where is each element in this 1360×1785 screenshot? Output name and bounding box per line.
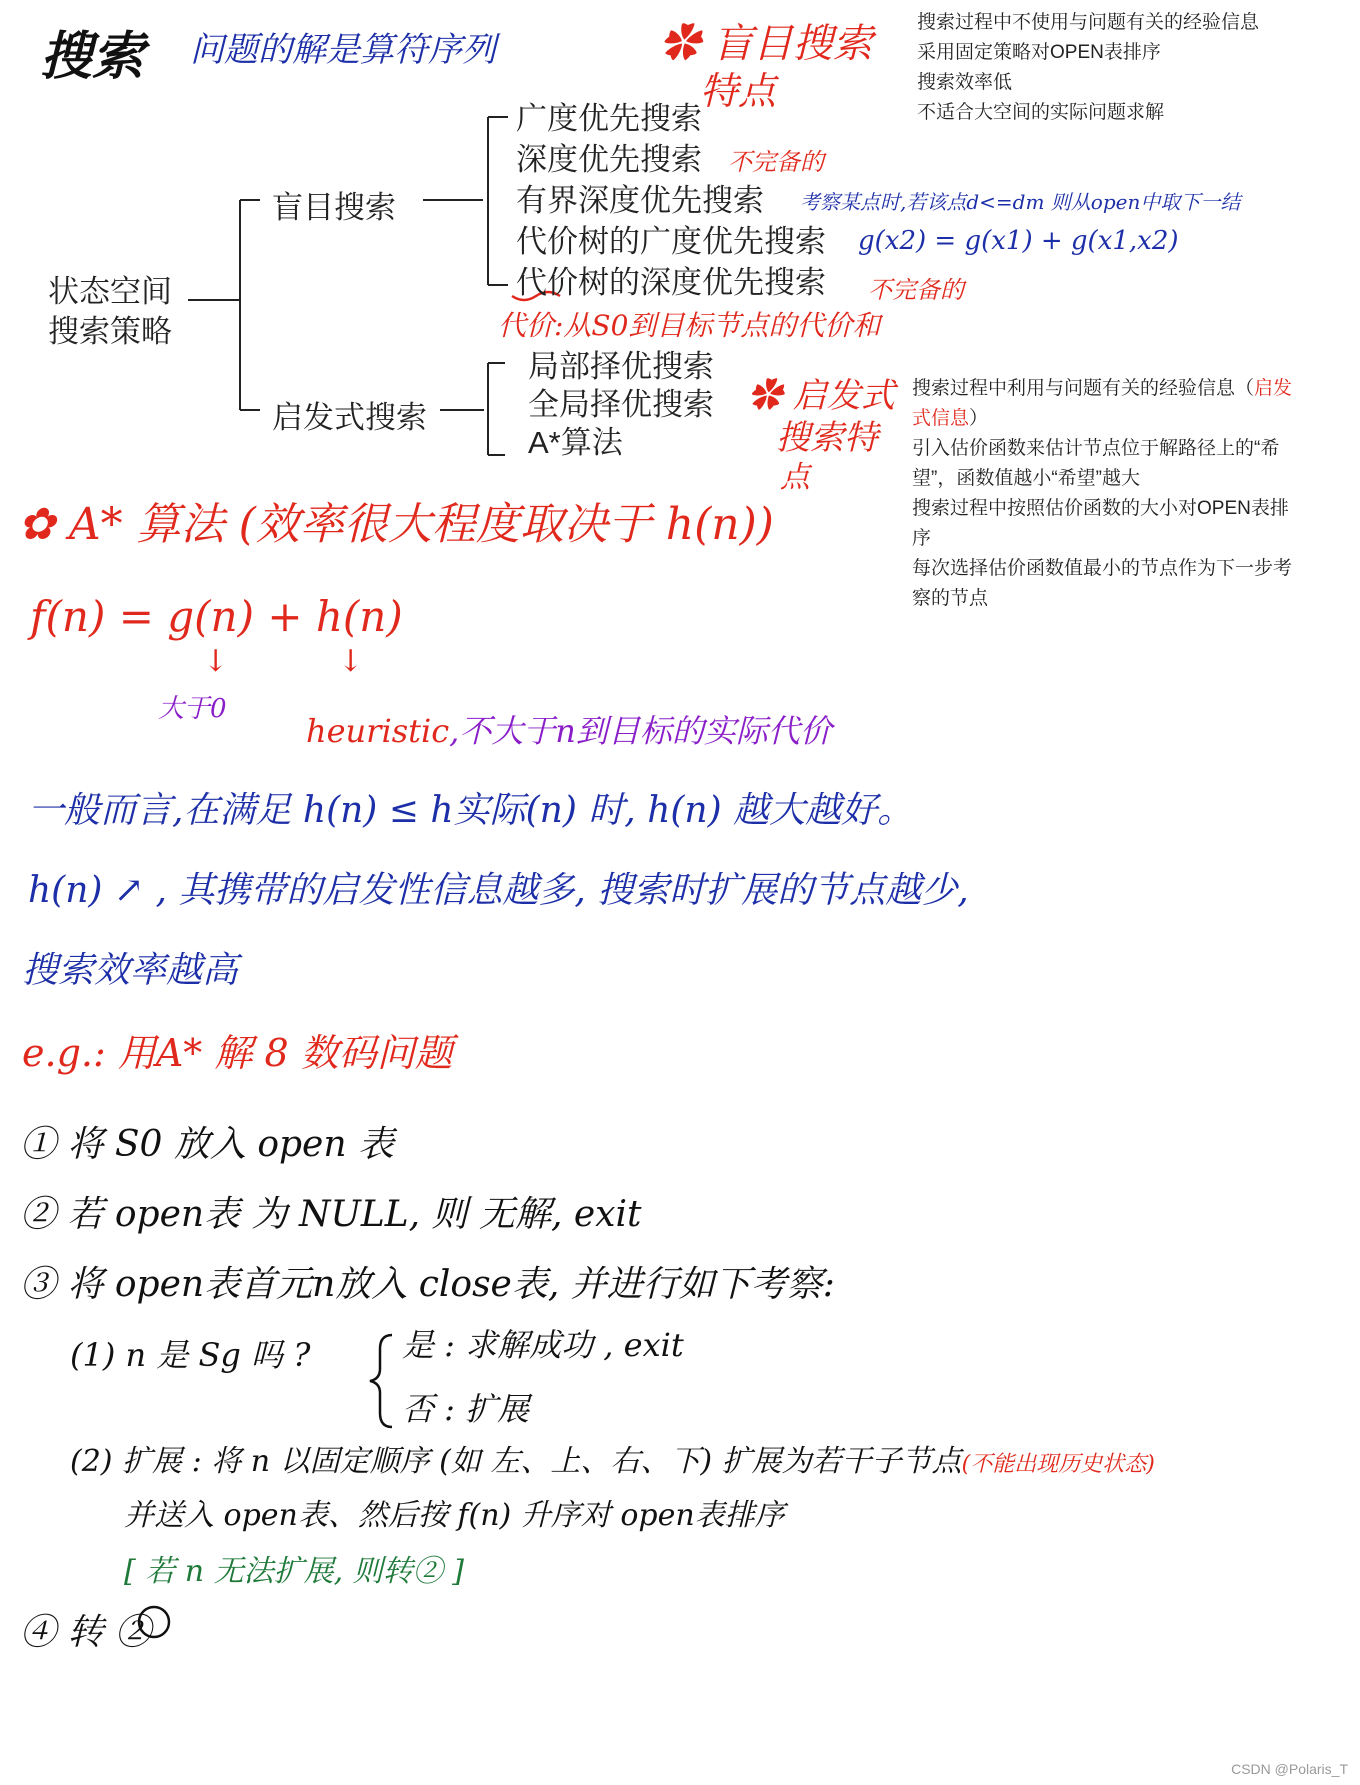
heuristic-features-mark: ✿ 启发式 <box>748 376 895 416</box>
h-note <box>306 706 832 752</box>
tree-root-line2: 搜索策略 <box>48 314 172 349</box>
cost-dfs-incomplete-note: 不完备的 <box>868 276 964 304</box>
heuristic-child-astar: A*算法 <box>528 425 623 460</box>
heuristic-note-1b <box>912 404 1352 434</box>
general-line-1: 一般而言,在满足 h(n) ≤ h实际(n) 时, h(n) 越大越好。 <box>28 790 914 831</box>
blind-note-3: 搜索效率低 <box>917 72 1013 93</box>
heuristic-child-global: 全局择优搜索 <box>528 387 714 422</box>
blind-child-bounded-dfs: 有界深度优先搜索 <box>516 183 764 218</box>
blind-child-bfs: 广度优先搜索 <box>516 101 702 136</box>
step-2: ② 若 open表 为 NULL, 则 无解, exit <box>20 1194 642 1235</box>
heuristic-note-1 <box>912 374 1352 404</box>
blind-note-2: 采用固定策略对OPEN表排序 <box>917 42 1161 63</box>
tree-node-heuristic: 启发式搜索 <box>272 400 427 435</box>
watermark: CSDN @Polaris_T <box>1231 1761 1348 1777</box>
dfs-incomplete-note: 不完备的 <box>728 148 824 176</box>
bounded-dfs-note: 考察某点时,若该点d<=dm 则从open中取下一结 <box>800 190 1241 214</box>
h-note-desc: ,不大于n到目标的实际代价 <box>449 712 832 750</box>
astar-formula: f(n) = g(n) + h(n) <box>30 592 403 641</box>
heuristic-note-3b: 序 <box>912 528 932 549</box>
step-3-1-question: (1) n 是 Sg 吗 ? <box>70 1336 311 1374</box>
heuristic-features-label: 搜索特 <box>776 418 878 458</box>
page-title: 搜索 <box>40 26 145 87</box>
step-3-2-line-2: 并送入 open表、然后按 f(n) 升序对 open表排序 <box>124 1498 785 1533</box>
page-subtitle: 问题的解是算符序列 <box>190 30 496 70</box>
heuristic-child-local: 局部择优搜索 <box>528 349 714 384</box>
step-3-2-line-3: [ 若 n 无法扩展, 则转② ] <box>124 1554 464 1589</box>
heuristic-note-2: 引入估价函数来估计节点位于解路径上的“希 <box>912 438 1280 459</box>
h-arrow: ↓ <box>338 644 364 679</box>
step-3-2-line-1 <box>70 1436 1155 1480</box>
step-3-2-text: (2) 扩展 : 将 n 以固定顺序 (如 左、上、右、下) 扩展为若干子节点 <box>70 1444 962 1479</box>
blind-child-cost-bfs: 代价树的广度优先搜索 <box>516 224 826 259</box>
heuristic-note-1-highlight: 启发 <box>1254 378 1293 399</box>
g-arrow: ↓ <box>203 644 229 679</box>
tree-root <box>48 272 172 352</box>
heuristic-note-1-prefix: 搜索过程中利用与问题有关的经验信息（ <box>912 378 1255 399</box>
cost-formula-note: g(x2) = g(x1) + g(x1,x2) <box>858 226 1179 256</box>
heuristic-note-3: 搜索过程中按照估价函数的大小对OPEN表排 <box>912 498 1289 519</box>
example-heading: e.g.: 用A* 解 8 数码问题 <box>22 1031 453 1075</box>
step-1: ① 将 S0 放入 open 表 <box>20 1124 394 1165</box>
yes-no-brace <box>370 1335 392 1427</box>
blind-children <box>516 98 826 303</box>
step-4: ④ 转 ② <box>20 1612 151 1653</box>
h-note-heuristic: heuristic <box>306 712 450 750</box>
general-line-3: 搜索效率越高 <box>22 950 239 991</box>
heuristic-note-1b-highlight: 式信息 <box>912 408 970 429</box>
astar-heading: ✿ A* 算法 (效率很大程度取决于 h(n)) <box>18 499 774 550</box>
general-line-2: h(n) ↗ , 其携带的启发性信息越多, 搜索时扩展的节点越少, <box>28 870 969 911</box>
step-3-1-yes: 是 : 求解成功 , exit <box>402 1326 684 1364</box>
blind-child-cost-dfs: 代价树的深度优先搜索 <box>516 265 826 300</box>
tree-node-blind: 盲目搜索 <box>272 190 396 225</box>
blind-features-label: 特点 <box>700 69 777 113</box>
blind-note-1: 搜索过程中不使用与问题有关的经验信息 <box>917 12 1260 33</box>
heuristic-note-4b: 察的节点 <box>912 588 989 609</box>
blind-notes <box>917 8 1259 128</box>
g-note: 大于0 <box>158 694 227 724</box>
heuristic-children <box>528 348 714 462</box>
heuristic-note-1b-suffix: ） <box>969 408 989 429</box>
step-3: ③ 将 open表首元n放入 close表, 并进行如下考察: <box>20 1264 835 1305</box>
step-3-1-no: 否 : 扩展 <box>402 1390 530 1428</box>
heuristic-notes <box>912 374 1352 614</box>
heuristic-features-label-2: 点 <box>780 460 810 495</box>
cost-definition-note: 代价:从S0到目标节点的代价和 <box>498 309 881 342</box>
step-3-2-warning: (不能出现历史状态) <box>961 1452 1155 1477</box>
blind-child-dfs: 深度优先搜索 <box>516 142 702 177</box>
blind-note-4: 不适合大空间的实际问题求解 <box>917 102 1165 123</box>
blind-features-mark: ✿ 盲目搜索 <box>660 21 873 67</box>
heuristic-note-2b: 望”，函数值越小“希望”越大 <box>912 468 1140 489</box>
heuristic-note-4: 每次选择估价函数值最小的节点作为下一步考 <box>912 558 1293 579</box>
tree-root-line1: 状态空间 <box>48 274 172 309</box>
